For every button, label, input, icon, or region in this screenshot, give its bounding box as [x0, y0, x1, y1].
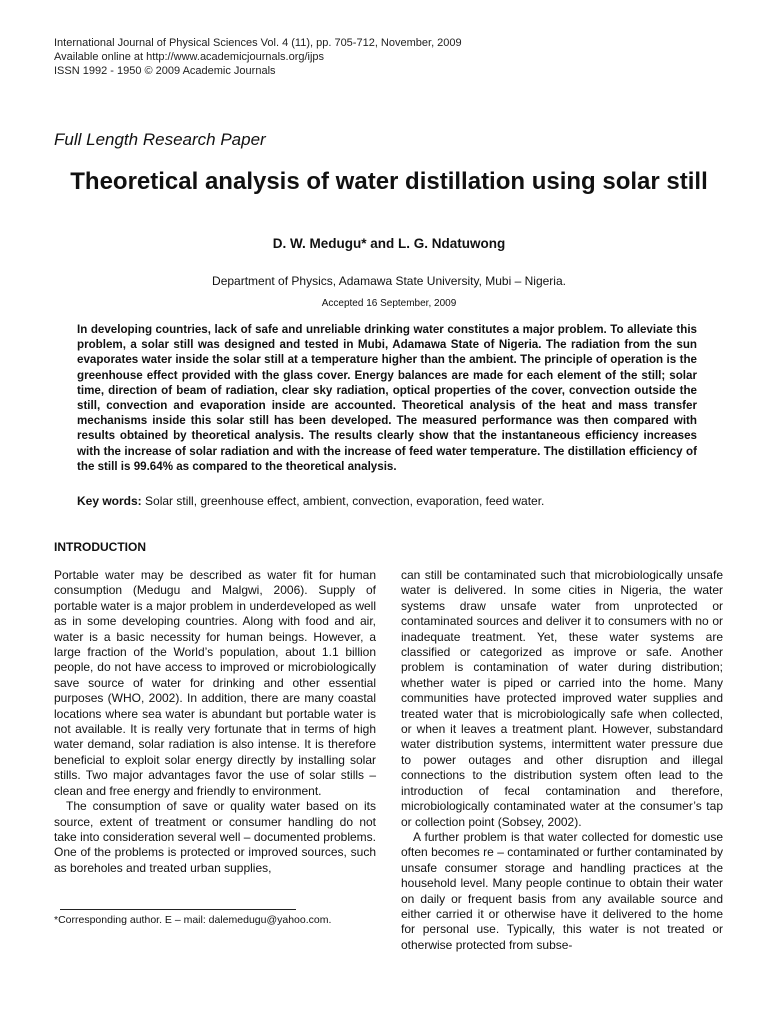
paper-title: Theoretical analysis of water distillation using solar still [70, 168, 708, 195]
left-column [54, 568, 376, 876]
journal-header [54, 36, 714, 78]
intro-paragraph-2: The consumption of save or quality water based on its source, extent of treatment or consumer handling do not take into consideration several well – documented problems. One of the problems is protected or improved sources, such as boreholes and treated urban supplies, [54, 799, 376, 875]
keywords-label: Key words: [77, 494, 142, 508]
authors: D. W. Medugu* and L. G. Ndatuwong [272, 236, 506, 251]
intro-paragraph-1: Portable water may be described as water fit for human consumption (Medugu and Malgwi, 2006). Supply of portable water is a major problem in underdeveloped as well as in some developing countries. Along with food and air, water is a basic necessity for human beings. However, a large fraction of the World’s population, about 1.1 billion people, do not have access to improved or microbiologically save source of water for drinking and other essential purposes (WHO, 2002). In addition, there are many coastal locations where sea water is abundant but portable water is not available. It is really very fortunate that in terms of high water demand, solar radiation is also intense. It is therefore beneficial to exploit solar energy directly by installing solar stills. Two major advantages favor the use of solar stills – clean and free energy and friendly to environment. [54, 568, 376, 798]
journal-citation: International Journal of Physical Sciences Vol. 4 (11), pp. 705-712, November, 2009 [54, 37, 462, 49]
affiliation: Department of Physics, Adamawa State University, Mubi – Nigeria. [212, 274, 566, 288]
intro-paragraph-3: can still be contaminated such that microbiologically unsafe water is delivered. In some cities in Nigeria, the water systems draw unsafe water from unprotected or contaminated sources and deliver it to consumers with no or inadequate treatment. Yet, these water systems are classified or categorized as improve or safe. Another problem is contamination of water during distribution; whether water is piped or carried into the home. Many communities have protected improved water supplies and treated water that is microbiologically safe when collected, or when it leaves a treatment plant. However, substandard water distribution systems, intermittent water pressure due to power outages and other disruption and illegal connections to the distribution system often lead to the introduction of fecal contamination and therefore, microbiologically contaminated water at the consumer’s tap or collection point (Sobsey, 2002). [401, 568, 723, 829]
journal-issn: ISSN 1992 - 1950 © 2009 Academic Journals [54, 65, 276, 77]
footnote-divider [60, 909, 296, 910]
article-type: Full Length Research Paper [54, 130, 266, 149]
section-heading-introduction: INTRODUCTION [54, 540, 146, 554]
keywords [77, 494, 697, 508]
intro-paragraph-4: A further problem is that water collected for domestic use often becomes re – contaminated or further contaminated by unsafe consumer storage and handling practices at the household level. Many people continue to obtain their water on daily or frequent basis from any available source and either carried it or otherwise have it delivered to the home for personal use. Typically, this water is not treated or otherwise protected from subse- [401, 829, 723, 952]
journal-url-line: Available online at http://www.academicjournals.org/ijps [54, 51, 325, 63]
footnote-corresponding-author: *Corresponding author. E – mail: dalemedugu@yahoo.com. [54, 914, 332, 926]
keywords-text: Solar still, greenhouse effect, ambient, convection, evaporation, feed water. [141, 494, 545, 508]
accepted-date: Accepted 16 September, 2009 [321, 298, 457, 309]
right-column [401, 568, 723, 953]
abstract: In developing countries, lack of safe and unreliable drinking water constitutes a major problem. To alleviate this problem, a solar still was designed and tested in Mubi, Adamawa State of Nigeria. The radiation from the sun evaporates water inside the solar still at a temperature higher than the ambient. The principle of operation is the greenhouse effect provided with the glass cover. Energy balances are made for each element of the still; solar time, direction of beam of radiation, clear sky radiation, optical properties of the cover, convection outside the still, convection and evaporation inside are accounted. Theoretical analysis of the heat and mass transfer mechanisms inside this solar still has been developed. The measured performance was then compared with results obtained by theoretical analysis. The results clearly show that the instantaneous efficiency increases with the increase of solar radiation and with the increase of feed water temperature. The distillation efficiency of the still is 99.64% as compared to the theoretical analysis. [77, 323, 697, 473]
